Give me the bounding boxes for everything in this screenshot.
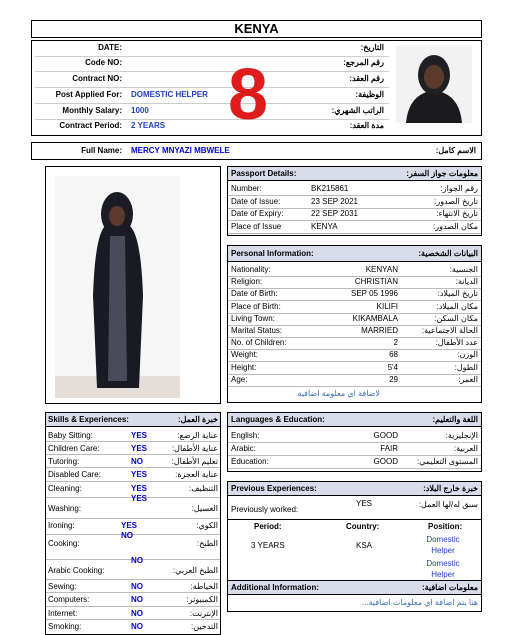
personal-row-label-ar: الطول:	[454, 362, 478, 372]
skills-title-ar: خبرة العمل:	[177, 415, 218, 424]
skill-row-line	[46, 518, 220, 519]
header-row-label: Code NO:	[85, 58, 122, 67]
skill-row-value: YES	[131, 470, 148, 479]
personal-row-value: 68	[389, 350, 398, 360]
personal-row-label: Date of Birth:	[231, 289, 278, 299]
passport-row-label-ar: رقم الجواز:	[440, 184, 478, 193]
skill-row-value: NO	[131, 556, 143, 565]
passport-row-value: 22 SEP 2031	[311, 209, 359, 218]
header-row-label-ar: التاريخ:	[360, 43, 384, 52]
languages-title: Languages & Education:	[231, 415, 325, 424]
skill-row-line	[46, 619, 220, 620]
skill-row-label: Washing:	[48, 504, 82, 513]
big-number: 8	[228, 55, 269, 135]
header-row-label: Contract Period:	[59, 121, 122, 130]
additional-title-ar: معلومات اضافية:	[421, 583, 478, 592]
skill-row-label-ar: الإنترنت:	[189, 609, 218, 618]
skill-row-value: YES	[131, 494, 148, 503]
personal-row-value: SEP 05 1996	[350, 289, 398, 299]
skill-row-value: NO	[131, 595, 143, 604]
personal-row-value: 2	[393, 338, 398, 348]
previous-title-ar: خبرة خارج البلاد:	[423, 484, 478, 493]
skill-row-label: Tutoring:	[48, 457, 80, 466]
language-row-label: Arabic:	[231, 444, 256, 453]
passport-row-label-ar: تاريخ الانتهاء:	[436, 209, 478, 218]
header-row-value: 1000	[131, 106, 149, 115]
header-row-value: 2 YEARS	[131, 121, 166, 130]
skill-row-label-ar: الكمبيوتر:	[186, 595, 218, 604]
skill-row-value: NO	[121, 531, 133, 540]
previous-title: Previous Experiences:	[231, 484, 317, 493]
personal-row-label-ar: مكان الميلاد:	[436, 301, 478, 311]
personal-title: Personal Information:	[231, 249, 314, 258]
skill-row-line	[46, 454, 220, 455]
personal-row-label: Marital Status:	[231, 326, 283, 335]
skill-row-line	[46, 534, 220, 535]
personal-row-label-ar: العمر:	[458, 374, 478, 384]
personal-row-label-ar: تاريخ الميلاد:	[437, 289, 478, 299]
skill-row-label-ar: التدخين:	[191, 622, 218, 631]
personal-row-value: 5'4	[387, 362, 398, 372]
header-row-label: Contract NO:	[72, 74, 122, 83]
skill-row-line	[46, 481, 220, 482]
personal-title-ar: البيانات الشخصية:	[418, 249, 478, 258]
skill-row-label-ar: الكوي:	[196, 521, 218, 530]
skill-row-label: Disabled Care:	[48, 470, 101, 479]
additional-note: هنا يتم اضافة اي معلومات اضافية...	[361, 598, 478, 607]
skill-row-value: NO	[131, 582, 143, 591]
full-name-value: MERCY MNYAZI MBWELE	[131, 146, 230, 155]
header-row-line	[35, 71, 389, 72]
skill-row-label-ar: الطبخ:	[196, 539, 218, 548]
header-row-label: DATE:	[98, 43, 122, 52]
previously-worked-label-ar: سبق له/لها العمل:	[418, 500, 478, 509]
passport-row-label-ar: مكان الصدور:	[433, 221, 478, 231]
personal-row-value: 29	[389, 374, 398, 384]
passport-row-value: 23 SEP 2021	[311, 196, 359, 206]
full-name-label: Full Name:	[81, 146, 122, 155]
header-row-line	[35, 56, 389, 57]
passport-row-label-ar: تاريخ الصدور:	[434, 196, 478, 206]
skill-row-label-ar: الخياطة:	[190, 582, 218, 591]
language-row-label: English:	[231, 431, 260, 440]
passport-row-label: Place of Issue	[231, 221, 282, 231]
header-row-label-ar: الراتب الشهري:	[331, 106, 384, 115]
header-row-label-ar: رقم العقد:	[349, 74, 384, 83]
skill-row-label: Computers:	[48, 595, 90, 604]
previous-divider	[227, 519, 482, 520]
header-row-line	[35, 119, 389, 120]
skill-row-value: YES	[131, 431, 148, 440]
personal-row-label-ar: الجنسية:	[449, 265, 478, 274]
personal-row-label: Living Town:	[231, 313, 275, 323]
previously-worked-value: YES	[356, 499, 373, 508]
personal-row-label: Height:	[231, 362, 257, 372]
passport-row-label: Date of Issue:	[231, 196, 281, 206]
skill-row-value: NO	[131, 622, 143, 631]
skill-row-value: YES	[131, 444, 148, 453]
prev-period: 3 YEARS	[251, 541, 285, 550]
personal-row-label-ar: الديانة:	[455, 277, 478, 287]
personal-row-label-ar: الوزن:	[457, 350, 478, 360]
language-row-value: GOOD	[373, 431, 398, 440]
col-country: Country:	[346, 522, 380, 531]
skills-title: Skills & Experiences:	[48, 415, 129, 424]
skill-row-label: Internet:	[48, 609, 78, 618]
previously-worked-label: Previously worked:	[231, 505, 299, 514]
header-row-label-ar: رقم المرجع:	[343, 58, 384, 67]
personal-row-label: Religion:	[231, 277, 263, 287]
header-row-line	[35, 103, 389, 104]
personal-row-line	[228, 386, 481, 387]
language-row-label-ar: العربية:	[453, 444, 478, 453]
personal-row-label: Nationality:	[231, 265, 271, 274]
skill-row-label-ar: عناية الأطفال:	[171, 444, 218, 453]
passport-row-label: Date of Expiry:	[231, 209, 284, 218]
applicant-photo-full	[55, 176, 180, 398]
passport-row-label: Number:	[231, 184, 262, 193]
personal-row-label: Place of Birth:	[231, 301, 281, 311]
language-row-line	[228, 468, 481, 469]
skill-row-line	[46, 441, 220, 442]
skill-row-line	[46, 579, 220, 580]
skill-row-label-ar: التنظيف:	[189, 484, 218, 493]
personal-row-value: KIKAMBALA	[352, 313, 398, 323]
col-position: Position:	[428, 522, 463, 531]
passport-title: Passport Details:	[231, 169, 297, 178]
skill-row-line	[46, 592, 220, 593]
header-row-label: Monthly Salary:	[62, 106, 122, 115]
skill-row-label: Cleaning:	[48, 484, 82, 493]
personal-row-label: Weight:	[231, 350, 258, 360]
skill-row-label-ar: عناية الرضع:	[177, 431, 218, 440]
skill-row-label: Smoking:	[48, 622, 82, 631]
language-row-value: GOOD	[373, 457, 398, 466]
header-row-line	[35, 87, 389, 88]
header-row-label-ar: الوظيفة:	[355, 90, 384, 99]
passport-row-value: BK215861	[311, 184, 349, 193]
prev-country: KSA	[356, 541, 373, 550]
skill-row-value: NO	[131, 457, 143, 466]
languages-title-ar: اللغة والتعليم:	[432, 415, 478, 424]
country-title: KENYA	[234, 21, 279, 36]
personal-row-value: KILIFI	[376, 301, 398, 311]
personal-row-value: MARRIED	[361, 326, 398, 335]
header-row-label: Post Applied For:	[55, 90, 122, 99]
skill-row-value: YES	[121, 521, 138, 530]
skill-row-line	[46, 467, 220, 468]
passport-title-ar: معلومات جواز السفر:	[406, 169, 478, 178]
language-row-line	[228, 455, 481, 456]
skill-row-label: Cooking:	[48, 539, 80, 548]
personal-row-label-ar: الحالة الاجتماعية:	[421, 326, 478, 335]
prev-position: Domestic Helper	[426, 535, 460, 555]
personal-row-label: No. of Children:	[231, 338, 287, 348]
skill-row-label-ar: عناية العجزة:	[175, 470, 218, 479]
skill-row-label: Arabic Cooking:	[48, 566, 105, 575]
language-row-label: Education:	[231, 457, 269, 466]
personal-row-label: Age:	[231, 374, 248, 384]
skill-row-label: Baby Sitting:	[48, 431, 93, 440]
skill-row-label: Sewing:	[48, 582, 77, 591]
skill-row-value: NO	[131, 609, 143, 618]
personal-row-label-ar: مكان السكن:	[434, 313, 478, 323]
personal-row-value: KENYAN	[365, 265, 398, 274]
additional-title: Additional Information:	[231, 583, 319, 592]
personal-row-label-ar: عدد الأطفال:	[435, 338, 478, 348]
passport-row-value: KENYA	[311, 221, 338, 231]
personal-note: لاضافة اي معلومة اضافية	[297, 389, 380, 398]
language-row-value: FAIR	[380, 444, 398, 453]
prev-position-extra: Domestic Helper	[426, 559, 460, 579]
skill-row-label-ar: الطبخ العربي:	[172, 566, 218, 575]
skill-row-value: YES	[131, 484, 148, 493]
skill-row-line	[46, 606, 220, 607]
language-row-line	[228, 442, 481, 443]
col-period: Period:	[254, 522, 282, 531]
skill-row-label: Ironing:	[48, 521, 75, 530]
applicant-photo-small	[396, 45, 472, 123]
language-row-label-ar: المستوى التعليمي:	[417, 457, 478, 466]
passport-row-line	[228, 233, 481, 234]
header-row-value: DOMESTIC HELPER	[131, 90, 208, 99]
language-row-label-ar: الإنجليزية:	[445, 431, 478, 440]
skill-row-label: Children Care:	[48, 444, 100, 453]
skill-row-label-ar: تعليم الأطفال:	[171, 457, 218, 466]
skill-row-label-ar: الغسيل:	[191, 504, 218, 513]
header-row-label-ar: مدة العقد:	[349, 121, 384, 130]
personal-row-value: CHRISTIAN	[354, 277, 398, 287]
full-name-label-ar: الاسم كامل:	[435, 146, 476, 155]
